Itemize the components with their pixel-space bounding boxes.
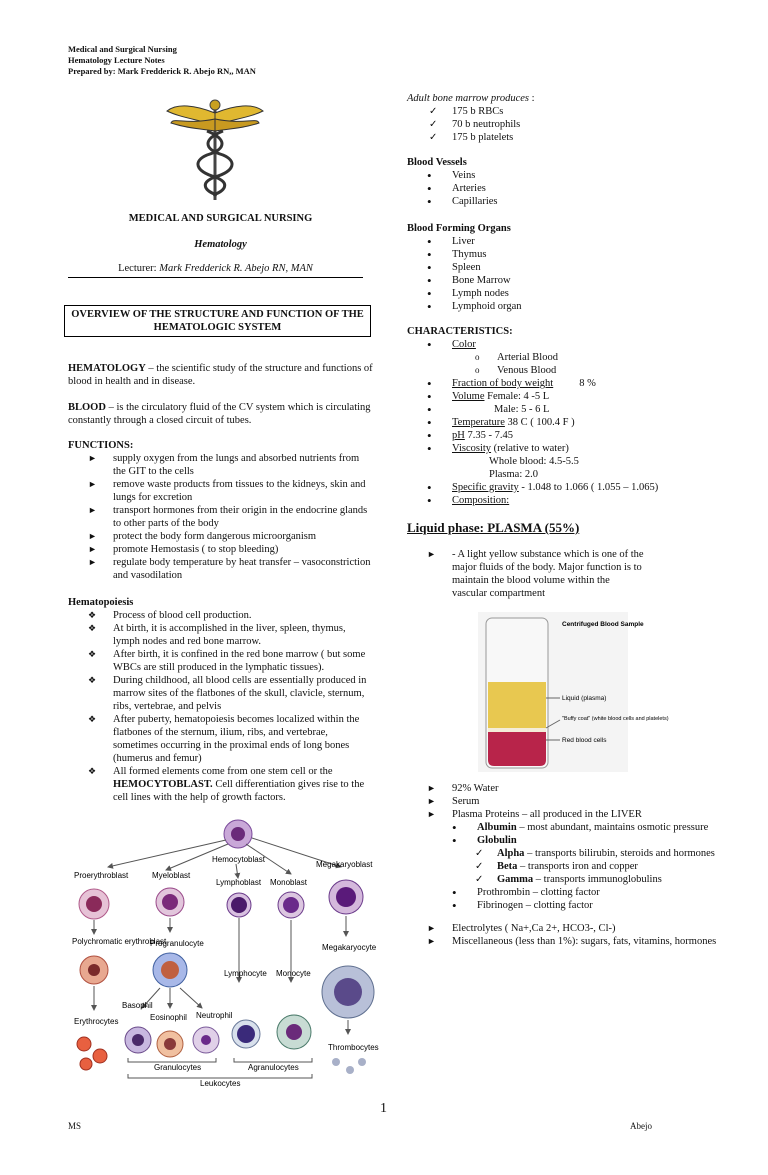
composition-list-2 xyxy=(407,922,717,948)
viscosity-whole: Whole blood: 4.5-5.5 xyxy=(489,456,579,467)
characteristics-list-2 xyxy=(407,377,717,455)
blood-definition xyxy=(68,401,373,427)
hematopoiesis-diagram xyxy=(66,812,384,1090)
blood-organs-list xyxy=(407,235,717,313)
albumin-text: – most abundant, maintains osmotic pressure xyxy=(516,822,709,833)
volume-female: Female: 4 -5 L xyxy=(484,391,550,402)
beta-text: – transports iron and copper xyxy=(517,861,638,872)
specific-gravity-value: - 1.048 to 1.066 ( 1.055 – 1.065) xyxy=(518,482,659,493)
list-item xyxy=(407,390,717,403)
label-megakaryoblast: Megakaryoblast xyxy=(316,860,373,869)
lecturer-label: Lecturer: xyxy=(118,263,157,274)
blood-vessels-list xyxy=(407,169,717,208)
hematology-text: – the scientific study of the structure and functions of blood in health and in disease. xyxy=(68,363,373,387)
list-item: • Lymph nodes xyxy=(407,287,717,300)
globulin-term: Globulin xyxy=(477,835,517,846)
characteristics-list-3 xyxy=(407,481,717,507)
list-item xyxy=(407,377,717,390)
list-item: • Bone Marrow xyxy=(407,274,717,287)
characteristics-list xyxy=(407,338,717,351)
list-item: ► 92% Water xyxy=(407,782,717,795)
plasma-heading xyxy=(407,520,717,536)
albumin-term: Albumin xyxy=(477,822,517,833)
label-progranulocyte: Progranulocyte xyxy=(150,939,204,948)
blood-organs-heading: Blood Forming Organs xyxy=(407,223,511,234)
label-proerythroblast: Proerythroblast xyxy=(74,871,129,880)
blood-vessels-section xyxy=(407,156,717,208)
viscosity-label: Viscosity xyxy=(452,443,492,454)
list-item: ❖ During childhood, all blood cells are essentially produced in marrow sites of the flatbones of the skull, clavicle, sternum, ribs, vertebrae, and pelvis xyxy=(68,674,373,713)
list-item: ► Plasma Proteins – all produced in the LIVER xyxy=(407,808,717,821)
label-megakaryocyte: Megakaryocyte xyxy=(322,943,377,952)
list-item: • Spleen xyxy=(407,261,717,274)
globulin-list xyxy=(407,847,717,886)
list-item: • Arteries xyxy=(407,182,717,195)
label-hemocytoblast: Hemocytoblast xyxy=(212,855,265,864)
hemocytoblast-pre: All formed elements come from one stem cell or the xyxy=(113,766,333,777)
list-item: o Venous Blood xyxy=(407,364,717,377)
list-item xyxy=(407,416,717,429)
tube-liquid-label: Liquid (plasma) xyxy=(562,695,607,702)
lecturer-line xyxy=(68,262,363,278)
list-item: ✓ 175 b RBCs xyxy=(407,105,717,118)
centrifuged-tube-figure xyxy=(478,612,669,772)
hematopoiesis-list xyxy=(68,609,373,804)
bone-marrow-list xyxy=(407,105,717,144)
list-item: • Lymphoid organ xyxy=(407,300,717,313)
composition-label: Composition: xyxy=(452,495,510,506)
list-item: • Thymus xyxy=(407,248,717,261)
blood-organs-section xyxy=(407,222,717,313)
list-item xyxy=(407,442,717,455)
viscosity-value: (relative to water) xyxy=(491,443,569,454)
list-item xyxy=(407,403,717,416)
footer-left: MS xyxy=(68,1121,82,1131)
list-item: ❖ After puberty, hematopoiesis becomes localized within the flatbones of the sternum, ilium, ribs, and vertebrae, sometimes occurring in the proximal ends of long bones (humerus and femur) xyxy=(68,713,373,765)
tube-rbc-label: Red blood cells xyxy=(562,737,607,744)
color-label: Color xyxy=(452,339,476,350)
label-lymphocyte: Lymphocyte xyxy=(224,969,267,978)
list-item: • Prothrombin – clotting factor xyxy=(407,886,717,899)
plasma-composition xyxy=(407,782,717,948)
list-item: ► supply oxygen from the lungs and absorbed nutrients from the GIT to the cells xyxy=(68,452,373,478)
color-sublist xyxy=(407,351,717,377)
volume-label: Volume xyxy=(452,391,485,402)
gamma-text: – transports immunoglobulins xyxy=(533,874,662,885)
gamma-term: Gamma xyxy=(497,874,534,885)
label-monoblast: Monoblast xyxy=(270,878,307,887)
alpha-text: – transports bilirubin, steroids and hormones xyxy=(524,848,715,859)
functions-heading: FUNCTIONS: xyxy=(68,440,134,451)
list-item: ► transport hormones from their origin in the endocrine glands to other parts of the body xyxy=(68,504,373,530)
composition-list xyxy=(407,782,717,821)
header-line-2: Hematology Lecture Notes xyxy=(68,55,165,65)
list-item xyxy=(407,494,717,507)
lecturer-name: Mark Fredderick R. Abejo RN, MAN xyxy=(159,263,313,274)
plasma-description: ► - A light yellow substance which is one of the major fluids of the body. Major function is to maintain the blood volume within the vascular compartment xyxy=(407,548,717,600)
list-item: • Fibrinogen – clotting factor xyxy=(407,899,717,912)
temperature-value: 38 C ( 100.4 F ) xyxy=(504,417,575,428)
list-item: ► Miscellaneous (less than 1%): sugars, fats, vitamins, hormones xyxy=(407,935,717,948)
label-granulocytes: Granulocytes xyxy=(154,1063,202,1072)
hematology-definition xyxy=(68,362,373,388)
blood-text: – is the circulatory fluid of the CV system which is circulating constantly through a closed circuit of tubes. xyxy=(68,402,371,426)
plasma-description-list xyxy=(407,548,717,600)
label-agranulocytes: Agranulocytes xyxy=(248,1063,299,1072)
caduceus-logo xyxy=(165,95,265,205)
header-line-1: Medical and Surgical Nursing xyxy=(68,44,177,54)
label-monocyte: Monocyte xyxy=(276,969,311,978)
list-item: o Arterial Blood xyxy=(407,351,717,364)
list-item: ► Electrolytes ( Na+,Ca 2+, HCO3-, Cl-) xyxy=(407,922,717,935)
list-item: ► protect the body form dangerous microorganism xyxy=(68,530,373,543)
hematology-term: HEMATOLOGY xyxy=(68,363,146,374)
list-item: ► remove waste products from tissues to the kidneys, skin and lungs for excretion xyxy=(68,478,373,504)
bone-marrow-section xyxy=(407,92,717,144)
hematopoiesis-section xyxy=(68,596,373,804)
header-line-3: Prepared by: Mark Fredderick R. Abejo RN,, MAN xyxy=(68,66,256,76)
fraction-label: Fraction of body weight xyxy=(452,378,554,389)
beta-term: Beta xyxy=(497,861,518,872)
alpha-term: Alpha xyxy=(497,848,525,859)
bone-marrow-heading: Adult bone marrow produces xyxy=(407,93,530,104)
volume-male: Male: 5 - 6 L xyxy=(494,404,550,415)
tube-title: Centrifuged Blood Sample xyxy=(562,621,644,628)
temperature-label: Temperature xyxy=(452,417,505,428)
list-item: ❖ At birth, it is accomplished in the liver, spleen, thymus, lymph nodes and red bone marrow. xyxy=(68,622,373,648)
list-item xyxy=(407,847,717,860)
footer-right: Abejo xyxy=(630,1121,652,1131)
proteins-list xyxy=(407,821,717,847)
label-polychromatic: Polychromatic erythroblast xyxy=(72,937,167,946)
label-erythrocytes: Erythrocytes xyxy=(74,1017,119,1026)
list-item xyxy=(407,338,717,351)
label-thrombocytes: Thrombocytes xyxy=(328,1043,379,1052)
plasma-description-block xyxy=(407,548,717,600)
plasma-title: Liquid phase: PLASMA (55%) xyxy=(407,520,580,535)
ph-value: 7.35 - 7.45 xyxy=(464,430,513,441)
hemocytoblast-term: HEMOCYTOBLAST. xyxy=(113,779,213,790)
list-item: ► Serum xyxy=(407,795,717,808)
list-item: ► regulate body temperature by heat transfer – vasoconstriction and vasodilation xyxy=(68,556,373,582)
subject-title: Hematology xyxy=(194,239,247,250)
document-header xyxy=(68,44,256,77)
label-neutrophil: Neutrophil xyxy=(196,1011,233,1020)
ph-label: pH xyxy=(452,430,465,441)
list-item: • Veins xyxy=(407,169,717,182)
fraction-value: 8 % xyxy=(579,378,596,389)
page-number: 1 xyxy=(380,1101,387,1116)
label-basophil: Basophil xyxy=(122,1001,153,1010)
list-item: ✓ 70 b neutrophils xyxy=(407,118,717,131)
label-myeloblast: Myeloblast xyxy=(152,871,191,880)
hematopoiesis-heading: Hematopoiesis xyxy=(68,597,134,608)
functions-section xyxy=(68,439,373,582)
viscosity-plasma: Plasma: 2.0 xyxy=(489,469,538,480)
list-item: ► promote Hemostasis ( to stop bleeding) xyxy=(68,543,373,556)
overview-box: OVERVIEW OF THE STRUCTURE AND FUNCTION OF THE HEMATOLOGIC SYSTEM xyxy=(64,305,371,337)
specific-gravity-label: Specific gravity xyxy=(452,482,519,493)
hemocytoblast-post: Cell differentiation gives rise to the cell lines with the help of growth factors. xyxy=(113,779,365,803)
list-item: • Liver xyxy=(407,235,717,248)
functions-list xyxy=(68,452,373,582)
list-item xyxy=(68,765,373,804)
list-item xyxy=(407,860,717,873)
blood-vessels-heading: Blood Vessels xyxy=(407,157,467,168)
course-title: MEDICAL AND SURGICAL NURSING xyxy=(128,213,313,224)
list-item xyxy=(407,429,717,442)
list-item xyxy=(407,481,717,494)
label-eosinophil: Eosinophil xyxy=(150,1013,187,1022)
list-item: ❖ Process of blood cell production. xyxy=(68,609,373,622)
characteristics-heading: CHARACTERISTICS: xyxy=(407,326,513,337)
label-lymphoblast: Lymphoblast xyxy=(216,878,262,887)
list-item: ✓ 175 b platelets xyxy=(407,131,717,144)
list-item: • Capillaries xyxy=(407,195,717,208)
list-item: ❖ After birth, it is confined in the red bone marrow ( but some WBCs are still produced in the lymphatic tissues). xyxy=(68,648,373,674)
blood-term: BLOOD xyxy=(68,402,106,413)
bone-marrow-colon: : xyxy=(529,93,535,104)
label-leukocytes: Leukocytes xyxy=(200,1079,241,1088)
tube-buffy-label: "Buffy coat" (white blood cells and platelets) xyxy=(562,716,669,722)
clotting-list xyxy=(407,886,717,912)
characteristics-section xyxy=(407,325,717,507)
list-item xyxy=(407,834,717,847)
